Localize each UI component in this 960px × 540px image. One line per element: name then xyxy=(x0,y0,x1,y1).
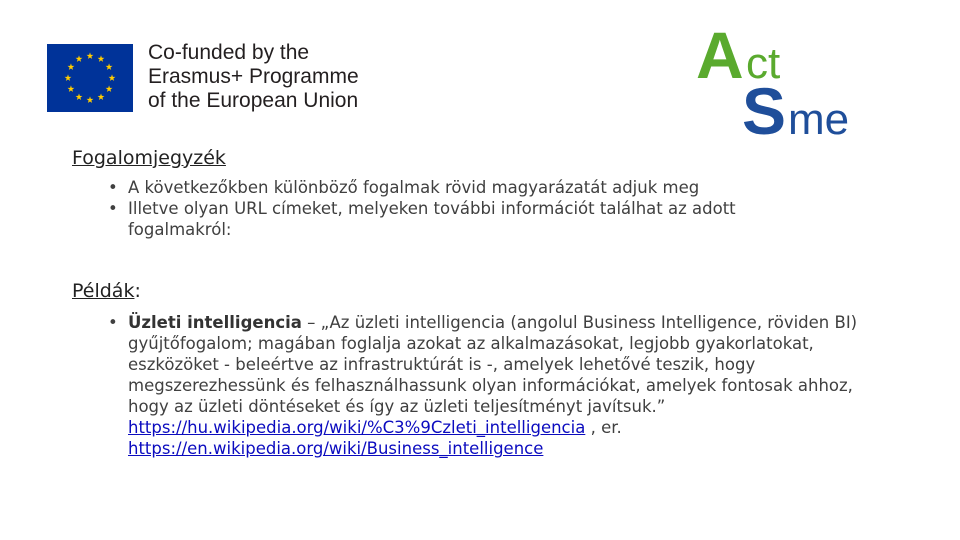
eu-line-2: Erasmus+ Programme xyxy=(148,65,359,88)
eu-star-icon xyxy=(106,63,113,70)
actsme-A: A xyxy=(696,18,744,92)
eu-cofunded-text xyxy=(148,41,359,113)
glossary-bullet-2: • Illetve olyan URL címeket, melyeken további információt találhat az adott fogalmakról: xyxy=(108,198,808,240)
eu-star-icon xyxy=(109,74,116,81)
actsme-logo xyxy=(690,18,890,140)
wiki-en-link[interactable]: https://en.wikipedia.org/wiki/Business_intelligence xyxy=(128,439,544,458)
examples-title-colon: : xyxy=(134,280,141,302)
eu-star-icon xyxy=(68,63,75,70)
eu-flag-icon xyxy=(47,44,133,112)
example-term: Üzleti intelligencia xyxy=(128,313,302,332)
eu-line-1: Co-funded by the xyxy=(148,41,310,64)
actsme-S: S xyxy=(742,74,787,140)
glossary-title: Fogalomjegyzék xyxy=(72,147,226,169)
eu-star-icon xyxy=(98,93,105,100)
eu-star-icon xyxy=(98,55,105,62)
eu-star-icon xyxy=(76,55,83,62)
eu-star-icon xyxy=(87,96,94,103)
glossary-bullet-list xyxy=(108,177,808,240)
actsme-me: me xyxy=(788,95,850,140)
glossary-heading xyxy=(72,147,226,169)
example-definition: „Az üzleti intelligencia (angolul Business Intelligence, röviden BI) gyűjtőfogalom; magában foglalja azokat az alkalmazásokat, legjobb gyakorlatokat, eszközöket - beleértve az infrastruktúrát is -, amelyek lehetővé teszik, hogy megszerezhessünk és felhasználhassunk olyan információkat, amelyek fontosak ahhoz, hogy az üzleti döntéseket és így az üzleti teljesítményt javítsuk.” xyxy=(128,313,858,416)
eu-star-icon xyxy=(68,85,75,92)
examples-bullet-list xyxy=(108,312,898,459)
glossary-bullet-1: • A következőkben különböző fogalmak rövid magyarázatát adjuk meg xyxy=(108,177,808,198)
eu-star-icon xyxy=(106,85,113,92)
examples-title: Példák xyxy=(72,280,135,302)
eu-star-icon xyxy=(65,74,72,81)
eu-star-icon xyxy=(76,93,83,100)
example-item xyxy=(108,312,898,459)
eu-star-icon xyxy=(87,52,94,59)
example-dash: – xyxy=(301,313,321,332)
eu-line-3: of the European Union xyxy=(148,89,359,112)
example-separator: , er. xyxy=(585,418,622,437)
actsme-ct: ct xyxy=(746,39,781,88)
examples-heading xyxy=(72,280,141,302)
wiki-hu-link[interactable]: https://hu.wikipedia.org/wiki/%C3%9Czleti_intelligencia xyxy=(128,418,586,437)
